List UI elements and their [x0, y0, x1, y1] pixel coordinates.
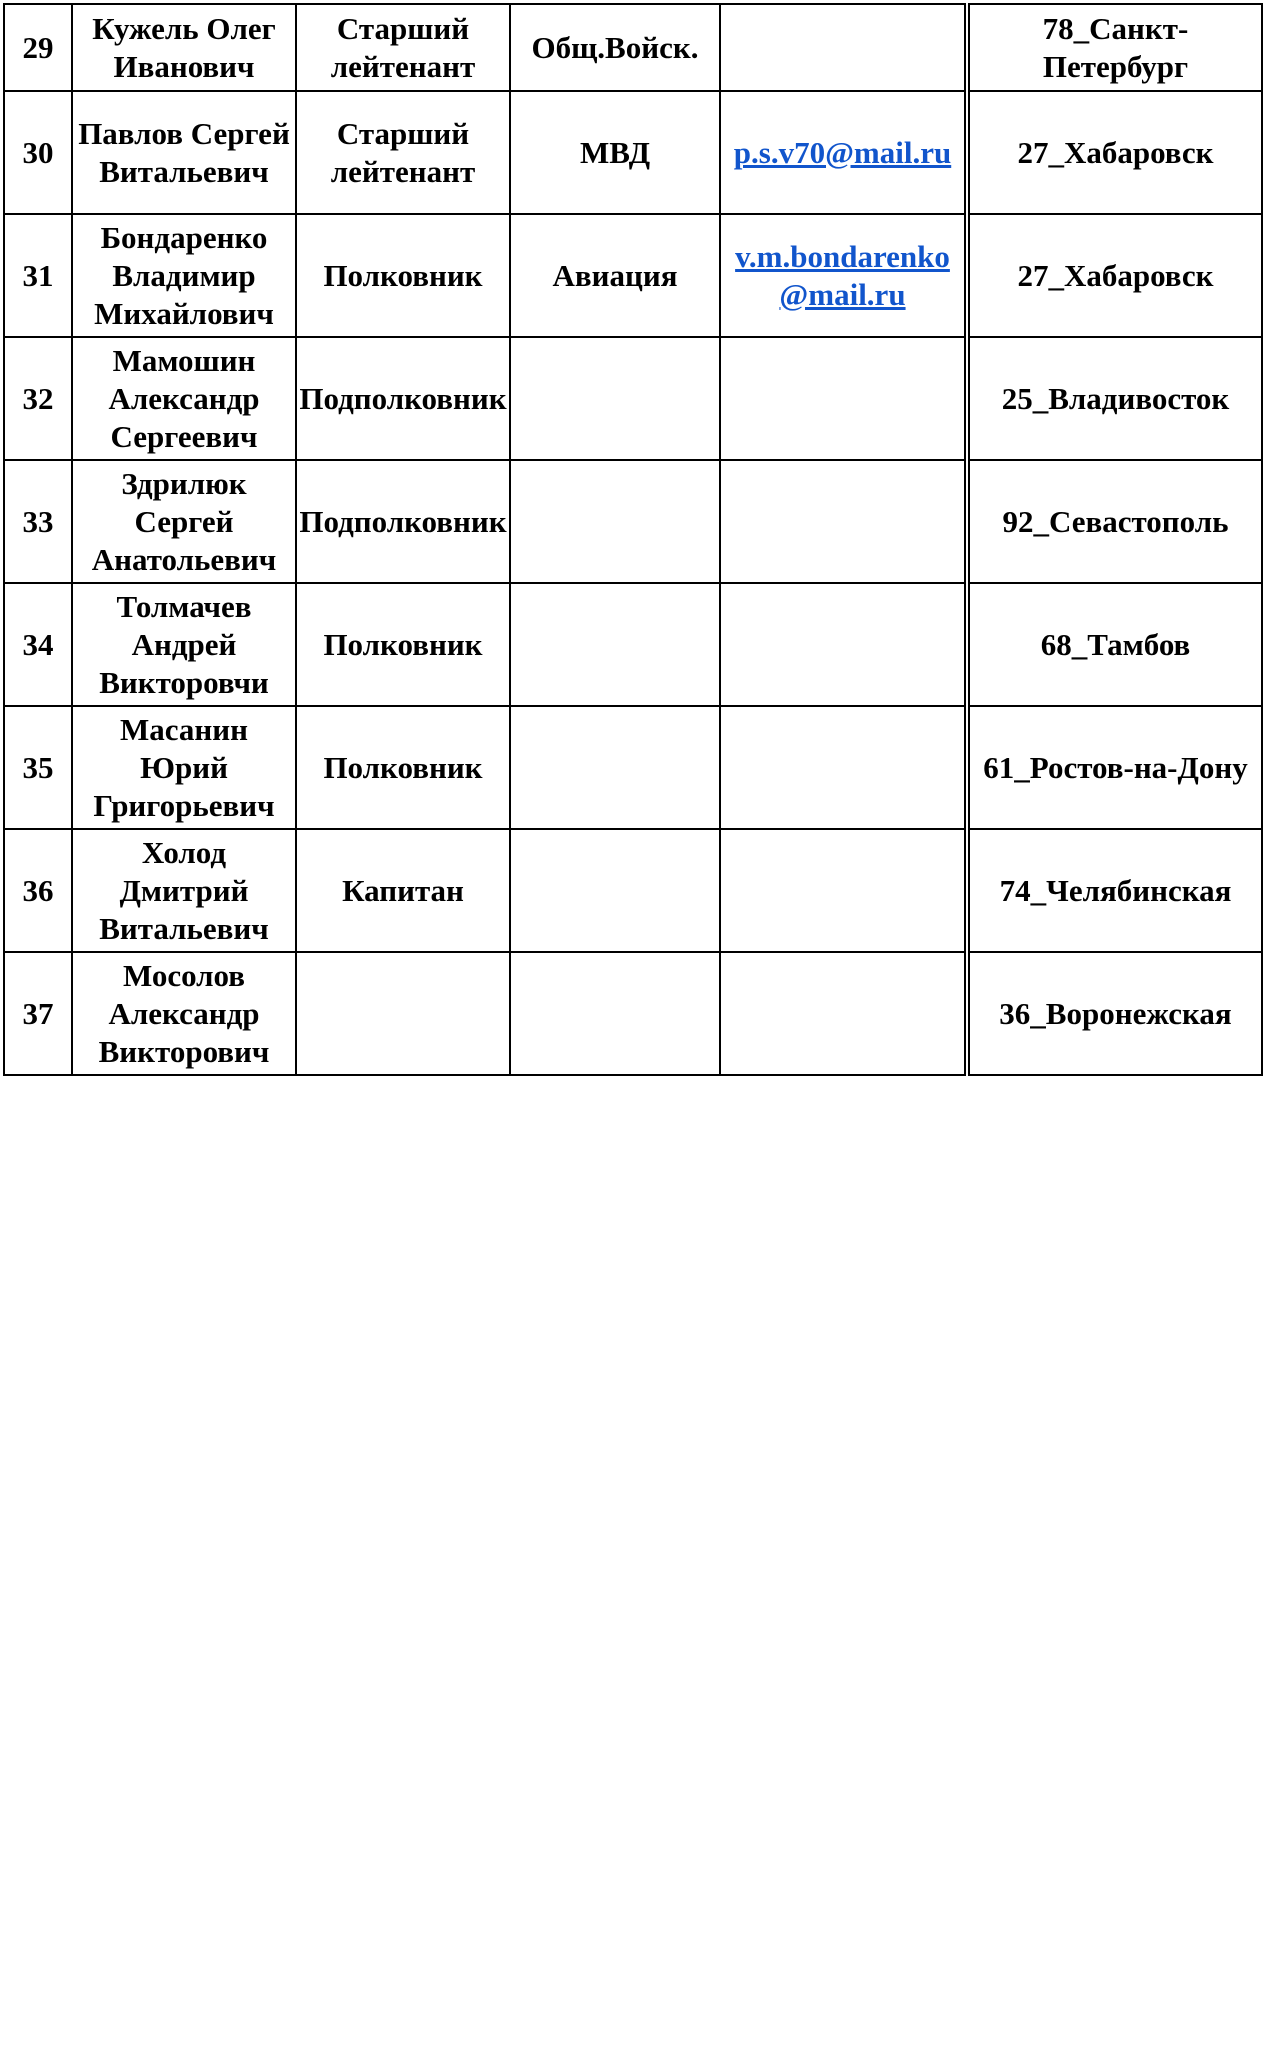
email-cell	[720, 214, 967, 337]
full-name: Мосолов Александр Викторович	[72, 952, 296, 1075]
branch	[510, 829, 720, 952]
email-cell	[720, 583, 967, 706]
rank: Старший лейтенант	[296, 4, 510, 91]
region: 68_Тамбов	[967, 583, 1262, 706]
branch	[510, 583, 720, 706]
row-number: 29	[4, 4, 72, 91]
table-row	[4, 4, 1262, 91]
full-name: Мамошин Александр Сергеевич	[72, 337, 296, 460]
full-name: Холод Дмитрий Витальевич	[72, 829, 296, 952]
row-number: 33	[4, 460, 72, 583]
region: 61_Ростов-на-Дону	[967, 706, 1262, 829]
row-number: 32	[4, 337, 72, 460]
rank: Подполковник	[296, 337, 510, 460]
full-name: Бондаренко Владимир Михайлович	[72, 214, 296, 337]
region: 25_Владивосток	[967, 337, 1262, 460]
email-cell	[720, 706, 967, 829]
table-row	[4, 214, 1262, 337]
rank	[296, 952, 510, 1075]
table-row	[4, 829, 1262, 952]
branch	[510, 337, 720, 460]
region: 36_Воронежская	[967, 952, 1262, 1075]
rank: Капитан	[296, 829, 510, 952]
table-row	[4, 337, 1262, 460]
region: 78_Санкт-Петербург	[967, 4, 1262, 91]
rank: Полковник	[296, 706, 510, 829]
email-link[interactable]: p.s.v70@mail.ru	[733, 134, 952, 170]
row-number: 31	[4, 214, 72, 337]
region: 27_Хабаровск	[967, 214, 1262, 337]
table-row	[4, 952, 1262, 1075]
region: 74_Челябинская	[967, 829, 1262, 952]
personnel-table	[3, 3, 1263, 1076]
email-cell	[720, 91, 967, 214]
branch	[510, 952, 720, 1075]
row-number: 34	[4, 583, 72, 706]
table-row	[4, 583, 1262, 706]
email-cell	[720, 952, 967, 1075]
full-name: Толмачев Андрей Викторовчи	[72, 583, 296, 706]
table-row	[4, 706, 1262, 829]
table-row	[4, 460, 1262, 583]
full-name: Здрилюк Сергей Анатольевич	[72, 460, 296, 583]
branch	[510, 706, 720, 829]
rank: Полковник	[296, 214, 510, 337]
row-number: 36	[4, 829, 72, 952]
email-cell	[720, 460, 967, 583]
full-name: Масанин Юрий Григорьевич	[72, 706, 296, 829]
email-cell	[720, 829, 967, 952]
rank: Подполковник	[296, 460, 510, 583]
email-cell	[720, 4, 967, 91]
branch: Общ.Войск.	[510, 4, 720, 91]
branch	[510, 460, 720, 583]
region: 92_Севастополь	[967, 460, 1262, 583]
email-link[interactable]: v.m.bondarenko@mail.ru	[735, 238, 950, 312]
rank: Полковник	[296, 583, 510, 706]
full-name: Павлов Сергей Витальевич	[72, 91, 296, 214]
row-number: 37	[4, 952, 72, 1075]
rank: Старший лейтенант	[296, 91, 510, 214]
region: 27_Хабаровск	[967, 91, 1262, 214]
table-row	[4, 91, 1262, 214]
branch: Авиация	[510, 214, 720, 337]
row-number: 30	[4, 91, 72, 214]
full-name: Кужель Олег Иванович	[72, 4, 296, 91]
branch: МВД	[510, 91, 720, 214]
row-number: 35	[4, 706, 72, 829]
email-cell	[720, 337, 967, 460]
